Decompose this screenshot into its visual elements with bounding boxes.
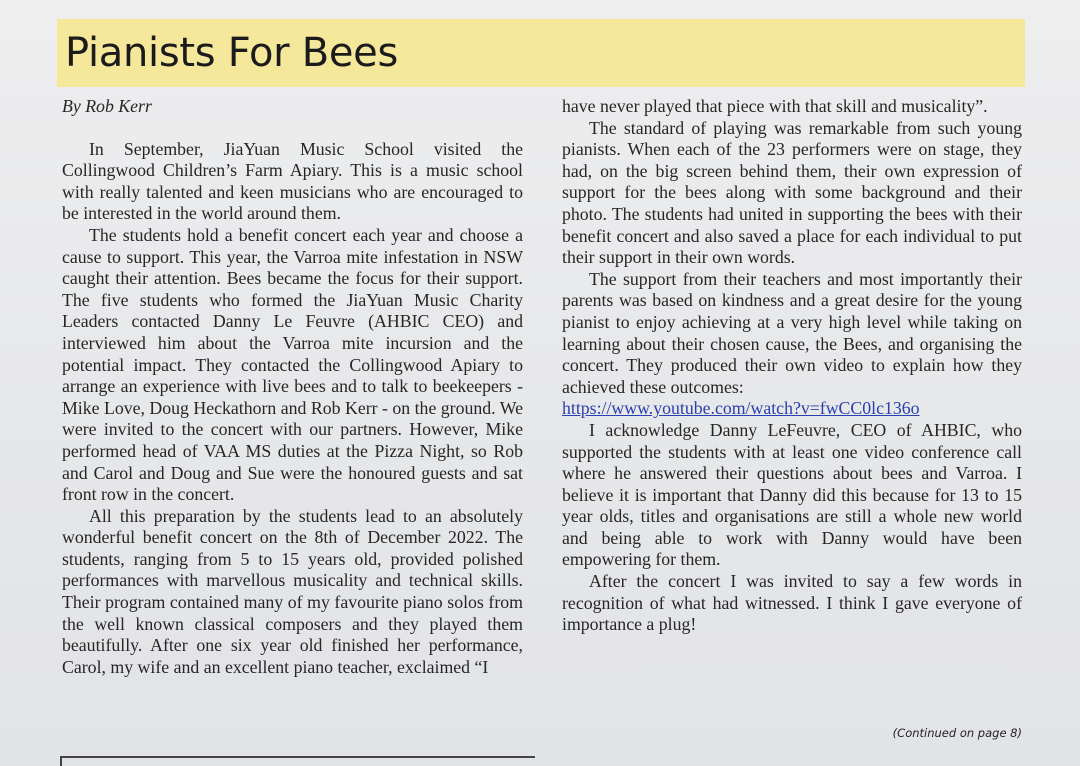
paragraph: All this preparation by the students lead to an absolutely wonderful benefit concert on the 8th of December 2022. The students, ranging from 5 to 15 years old, provided polished performances with marvellous musicality and technical skills. Their program contained many of my favourite piano solos from the well known classical composers and they played them beautifully. After one six year old finished her performance, Carol, my wife and an excellent piano teacher, exclaimed “I xyxy=(62,505,523,677)
bottom-divider xyxy=(60,756,535,758)
continued-note: (Continued on page 8) xyxy=(892,726,1022,740)
byline: By Rob Kerr xyxy=(62,96,152,116)
paragraph: I acknowledge Danny LeFeuvre, CEO of AHBIC, who supported the students with at least one video conference call where he answered their questions about bees and Varroa. I believe it is important that Danny did this because for 13 to 15 year olds, titles and organisations are still a whole new world and being able to work with Danny would have been empowering for them. xyxy=(562,419,1022,570)
left-column xyxy=(62,96,523,678)
paragraph: The students hold a benefit concert each year and choose a cause to support. This year, the Varroa mite infestation in NSW caught their attention. Bees became the focus for their support. The five students who formed the JiaYuan Music Charity Leaders contacted Danny Le Feuvre (AHBIC CEO) and interviewed him about the Varroa mite incursion and the potential impact. They contacted the Collingwood Apiary to arrange an experience with live bees and to talk to beekeepers - Mike Love, Doug Heckathorn and Rob Kerr - on the ground. We were invited to the concert with our partners. However, Mike performed head of VAA MS duties at the Pizza Night, so Rob and Carol and Doug and Sue were the honoured guests and sat front row in the concert. xyxy=(62,224,523,505)
youtube-video-link[interactable]: https://www.youtube.com/watch?v=fwCC0lc136o xyxy=(562,398,920,419)
right-column xyxy=(562,96,1022,636)
paragraph: The support from their teachers and most importantly their parents was based on kindness and a great desire for the young pianist to enjoy achieving at a very high level while taking on learning about their chosen cause, the Bees, and organising the concert. They produced their own video to explain how they achieved these outcomes: xyxy=(562,268,1022,397)
paragraph: The standard of playing was remarkable from such young pianists. When each of the 23 performers were on stage, they had, on the big screen behind them, their own expression of support for the bees along with some background and their photo. The students had united in supporting the bees with their benefit concert and also saved a place for each individual to put their support in their own words. xyxy=(562,117,1022,268)
title-banner xyxy=(57,19,1025,87)
paragraph: In September, JiaYuan Music School visited the Collingwood Children’s Farm Apiary. This is a music school with really talented and keen musicians who are encouraged to be interested in the world around them. xyxy=(62,138,523,224)
bottom-divider-corner xyxy=(60,756,62,766)
paragraph-continuation: have never played that piece with that skill and musicality”. xyxy=(562,96,988,116)
paragraph: After the concert I was invited to say a few words in recognition of what had witnessed. I think I gave everyone of importance a plug! xyxy=(562,571,1022,635)
article-title: Pianists For Bees xyxy=(65,30,399,76)
